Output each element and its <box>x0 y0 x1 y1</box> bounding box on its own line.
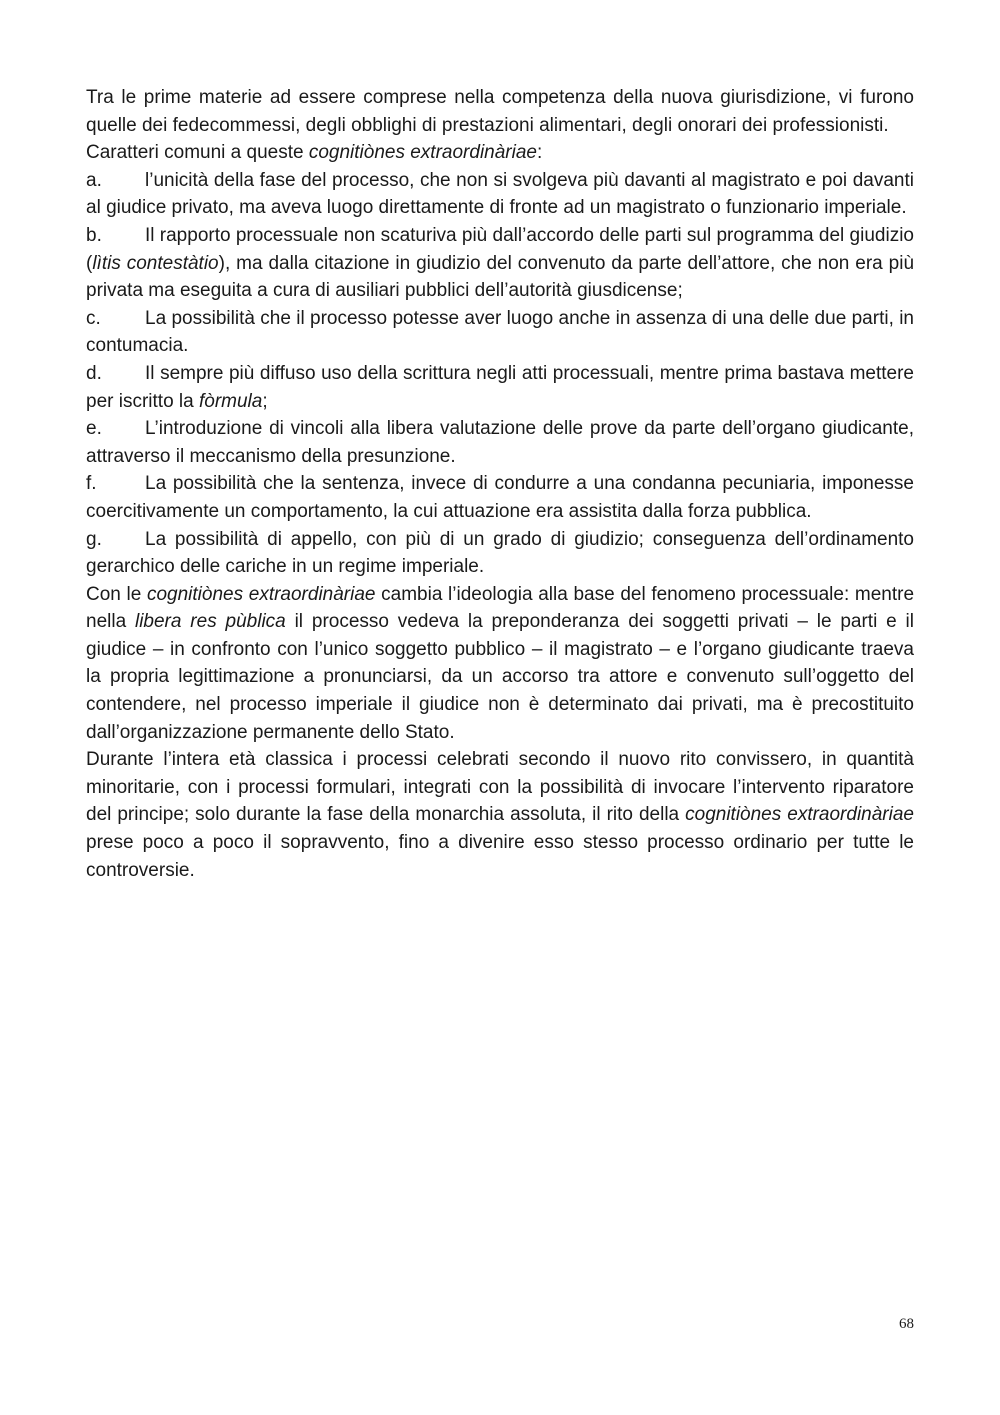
list-marker: a. <box>86 169 102 191</box>
list-marker: c. <box>86 307 101 329</box>
list-item-text: ), ma dalla citazione in giudizio del convenuto da parte dell’attore, che non era più privata ma eseguita a cura di ausiliari pubblici dell’autorità giusdicense; <box>86 252 915 302</box>
list-marker: e. <box>86 418 102 440</box>
list-item-c <box>86 305 914 360</box>
list-item-e <box>86 415 914 470</box>
page-body <box>86 84 914 884</box>
list-intro-colon: : <box>536 142 543 164</box>
list-item-text: l’unicità della fase del processo, che non si svolgeva più davanti al magistrato e poi davanti al giudice privato, ma aveva luogo direttamente di fronte ad un magistrato o funzionario imperiale. <box>86 169 914 219</box>
paragraph-italic: cognitiònes extraordinàriae <box>146 583 376 605</box>
list-item-d <box>86 360 914 415</box>
paragraph-text: prese poco a poco il sopravvento, fino a divenire esso stesso processo ordinario per tutte le controversie. <box>86 832 914 881</box>
list-item-b <box>86 222 914 305</box>
paragraph-italic: libera res pùblica <box>134 611 286 633</box>
paragraph-text: Durante l’intera età classica i processi celebrati secondo il nuovo rito convissero, in quantità minoritarie, con i processi formulari, integrati con la possibilità di invocare l’intervento riparatore del principe; solo durante la fase della monarchia assoluta, il rito della <box>86 749 914 826</box>
list-marker: f. <box>86 473 97 495</box>
paragraph-italic: cognitiònes extraordinàriae <box>685 804 914 826</box>
paragraph-text: Con le <box>86 583 147 605</box>
paragraph-intro: Tra le prime materie ad essere comprese nella competenza della nuova giurisdizione, vi furono quelle dei fedecommessi, degli obblighi di prestazioni alimentari, degli onorari dei professionisti. <box>86 87 914 136</box>
list-marker: g. <box>86 528 102 550</box>
paragraph-classical-age <box>86 746 914 884</box>
paragraph-ideology <box>86 581 914 747</box>
list-marker: d. <box>86 362 102 384</box>
list-item-italic: lìtis contestàtio <box>92 252 219 274</box>
list-intro-italic: cognitiònes extraordinàriae <box>308 142 537 164</box>
list-item-f <box>86 470 914 525</box>
list-item-text: La possibilità che il processo potesse aver luogo anche in assenza di una delle due parti, in contumacia. <box>86 307 914 357</box>
list-item-text: L’introduzione di vincoli alla libera valutazione delle prove da parte dell’organo giudicante, attraverso il meccanismo della presunzione. <box>86 418 914 467</box>
list-item-text: La possibilità che la sentenza, invece di condurre a una condanna pecuniaria, imponesse coercitivamente un comportamento, la cui attuazione era assistita dalla forza pubblica. <box>86 473 914 522</box>
list-item-text: ; <box>262 390 268 412</box>
page-number: 68 <box>899 1316 914 1332</box>
list-item-text: Il sempre più diffuso uso della scrittura negli atti processuali, mentre prima bastava mettere per iscritto la <box>86 362 914 412</box>
paragraph-list-intro <box>86 139 914 167</box>
paragraph-text: cambia l’ideologia alla base del fenomeno processuale: mentre nella <box>86 583 915 633</box>
list-item-italic: fòrmula <box>198 390 263 412</box>
list-marker: b. <box>86 224 102 246</box>
list-intro-text: Caratteri comuni a queste <box>86 142 309 164</box>
list-item-g <box>86 526 914 581</box>
list-item-text: Il rapporto processuale non scaturiva più dall’accordo delle parti sul programma del giudizio ( <box>86 224 914 274</box>
list-item-a <box>86 167 914 222</box>
paragraph-text: il processo vedeva la preponderanza dei soggetti privati – le parti e il giudice – in confronto con l’unico soggetto pubblico – il magistrato – e l’organo giudicante traeva la propria legittimazione a pronunciarsi, da un accorso tra attore e convenuto sull’oggetto del contendere, nel processo imperiale il giudice non è determinato dai privati, ma è precostituito dall’organizzazione permanente dello Stato. <box>86 611 914 743</box>
list-item-text: La possibilità di appello, con più di un grado di giudizio; conseguenza dell’ordinamento gerarchico delle cariche in un regime imperiale. <box>86 528 914 578</box>
